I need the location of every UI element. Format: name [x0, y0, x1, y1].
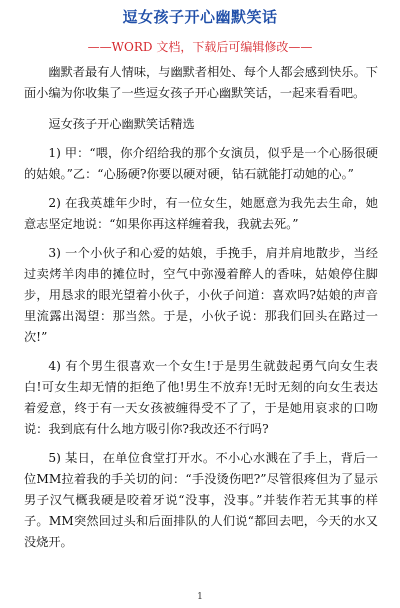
intro-paragraph: 幽默者最有人情味，与幽默者相处、每个人都会感到快乐。下面小编为你收集了一些逗女孩子开心幽默笑话，一起来看看吧。 [24, 65, 378, 100]
document-subtitle: ——WORD 文档，下载后可编辑修改—— [87, 40, 313, 54]
document-body [24, 62, 378, 561]
joke-paragraph-2: 2) 在我英雄年少时，有一位女生，她愿意为我先去生命，她意志坚定地说：“如果你再这样缠着我，我就去死。” [24, 196, 378, 231]
section-heading: 逗女孩子开心幽默笑话精选 [48, 117, 195, 131]
joke-paragraph-4: 4) 有个男生很喜欢一个女生!于是男生就鼓起勇气向女生表白!可女生却无情的拒绝了他!男生不放弃!无时无刻的向女生表达着爱意，终于有一天女孩被缠得受不了了，于是她用哀求的口吻说：我到底有什么地方吸引你?我改还不行吗? [24, 359, 378, 436]
joke-paragraph-1: 1) 甲：“喂，你介绍给我的那个女演员，似乎是一个心肠很硬的姑娘。”乙：“心肠硬?你要以硬对硬，钻石就能打动她的心。” [24, 146, 378, 181]
joke-paragraph-5: 5) 某日，在单位食堂打开水。不小心水溅在了手上，背后一位MM拉着我的手关切的问：“手没烫伤吧?”尽管很疼但为了显示男子汉气概我硬是咬着牙说“没事，没事。”并装作若无其事的样子。MM突然回过头和后面排队的人们说“都回去吧，今天的水又没烧开。 [24, 451, 378, 549]
page-number: 1 [197, 592, 203, 602]
joke-paragraph-3: 3) 一个小伙子和心爱的姑娘，手挽手，肩并肩地散步，当经过卖烤羊肉串的摊位时，空气中弥漫着醉人的香味，姑娘停住脚步，用恳求的眼光望着小伙子，小伙子问道：喜欢吗?姑娘的声音里流露出渴望：那当然。于是，小伙子说：那我们回头在路过一次!” [24, 246, 378, 344]
document-title: 逗女孩子开心幽默笑话 [122, 8, 278, 26]
